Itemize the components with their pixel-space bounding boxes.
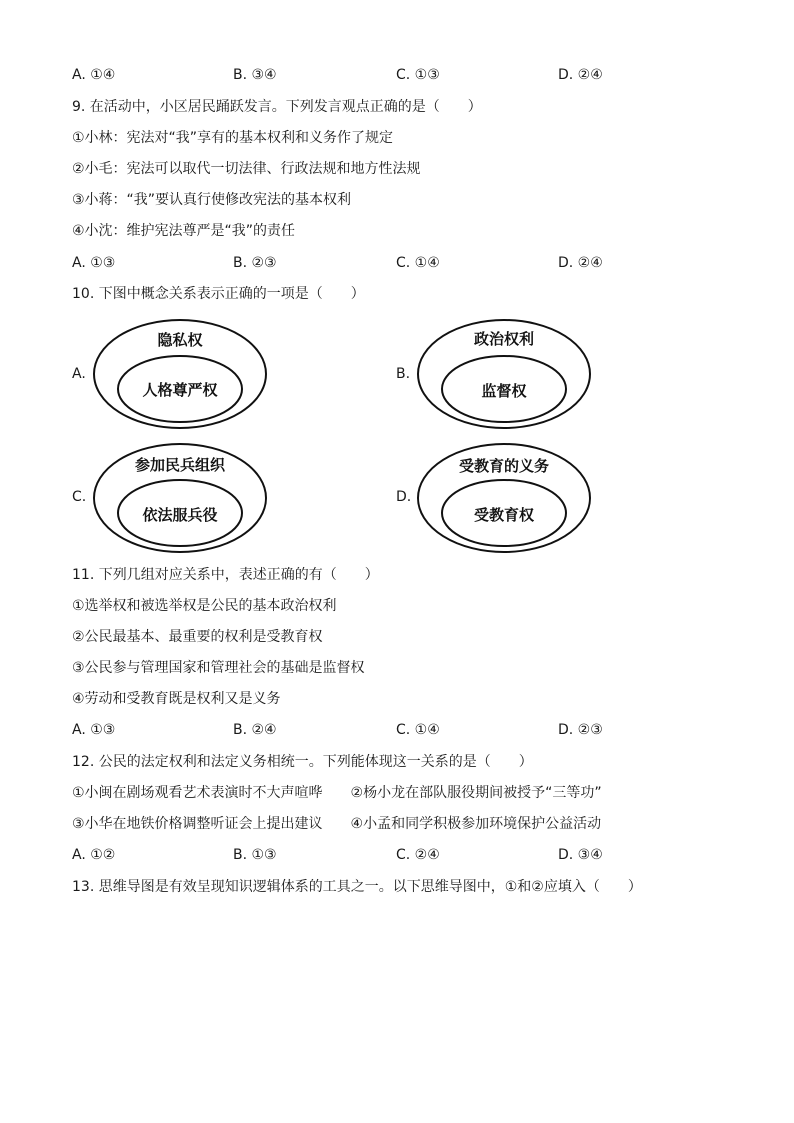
q13-stem: 13. 思维导图是有效呈现知识逻辑体系的工具之一。以下思维导图中，①和②应填入（ ） [72,879,642,895]
q10-diagram-c-outer: 参加民兵组织 [134,456,226,474]
q10-diagram-c-label: C. [72,489,87,505]
q8-option-d: D. ②④ [558,67,603,83]
q12-option-b: B. ①③ [233,847,277,863]
q8-option-b: B. ③④ [233,67,277,83]
q11-option-a: A. ①③ [72,722,116,738]
q12-items-row-1: ①小闽在剧场观看艺术表演时不大声喧哗 ②杨小龙在部队服役期间被授予“三等功” [72,785,602,801]
q9-option-a: A. ①③ [72,255,116,271]
q12-items-row-2: ③小华在地铁价格调整听证会上提出建议 ④小孟和同学积极参加环境保护公益活动 [72,816,602,832]
q10-diagram-c [92,442,268,554]
q10-diagram-d-label: D. [396,489,412,505]
q10-diagram-b-outer: 政治权利 [473,330,535,348]
q10-diagram-a-outer: 隐私权 [157,331,203,349]
q10-stem: 10. 下图中概念关系表示正确的一项是（ ） [72,286,365,302]
q11-item-1: ①选举权和被选举权是公民的基本政治权利 [72,598,337,614]
q9-item-1: ①小林：宪法对“我”享有的基本权利和义务作了规定 [72,130,394,146]
q8-option-a: A. ①④ [72,67,116,83]
q11-option-b: B. ②④ [233,722,277,738]
q12-stem: 12. 公民的法定权利和法定义务相统一。下列能体现这一关系的是（ ） [72,754,533,770]
q11-item-3: ③公民参与管理国家和管理社会的基础是监督权 [72,660,365,676]
q11-stem: 11. 下列几组对应关系中，表述正确的有（ ） [72,567,379,583]
q10-diagram-d [416,442,592,554]
q11-item-2: ②公民最基本、最重要的权利是受教育权 [72,629,323,645]
q10-diagram-a-inner: 人格尊严权 [142,381,218,399]
q10-diagram-a [92,318,268,430]
q10-diagram-b [416,318,592,430]
q10-diagram-d-outer: 受教育的义务 [458,457,550,475]
q9-item-3: ③小蒋：“我”要认真行使修改宪法的基本权利 [72,192,352,208]
q12-option-a: A. ①② [72,847,116,863]
q10-diagram-a-label: A. [72,366,86,382]
q9-item-2: ②小毛：宪法可以取代一切法律、行政法规和地方性法规 [72,161,421,177]
q12-option-d: D. ③④ [558,847,603,863]
q9-stem: 9. 在活动中，小区居民踊跃发言。下列发言观点正确的是（ ） [72,99,482,115]
q10-diagram-b-label: B. [396,366,411,382]
q9-item-4: ④小沈：维护宪法尊严是“我”的责任 [72,223,296,239]
q10-diagram-b-inner: 监督权 [481,382,527,400]
q10-diagram-d-inner: 受教育权 [473,506,535,524]
q12-option-c: C. ②④ [396,847,440,863]
q10-diagram-c-inner: 依法服兵役 [142,506,218,524]
q9-option-d: D. ②④ [558,255,603,271]
q11-option-d: D. ②③ [558,722,603,738]
q11-option-c: C. ①④ [396,722,440,738]
q11-item-4: ④劳动和受教育既是权利又是义务 [72,691,281,707]
q9-option-c: C. ①④ [396,255,440,271]
q9-option-b: B. ②③ [233,255,277,271]
q8-option-c: C. ①③ [396,67,440,83]
